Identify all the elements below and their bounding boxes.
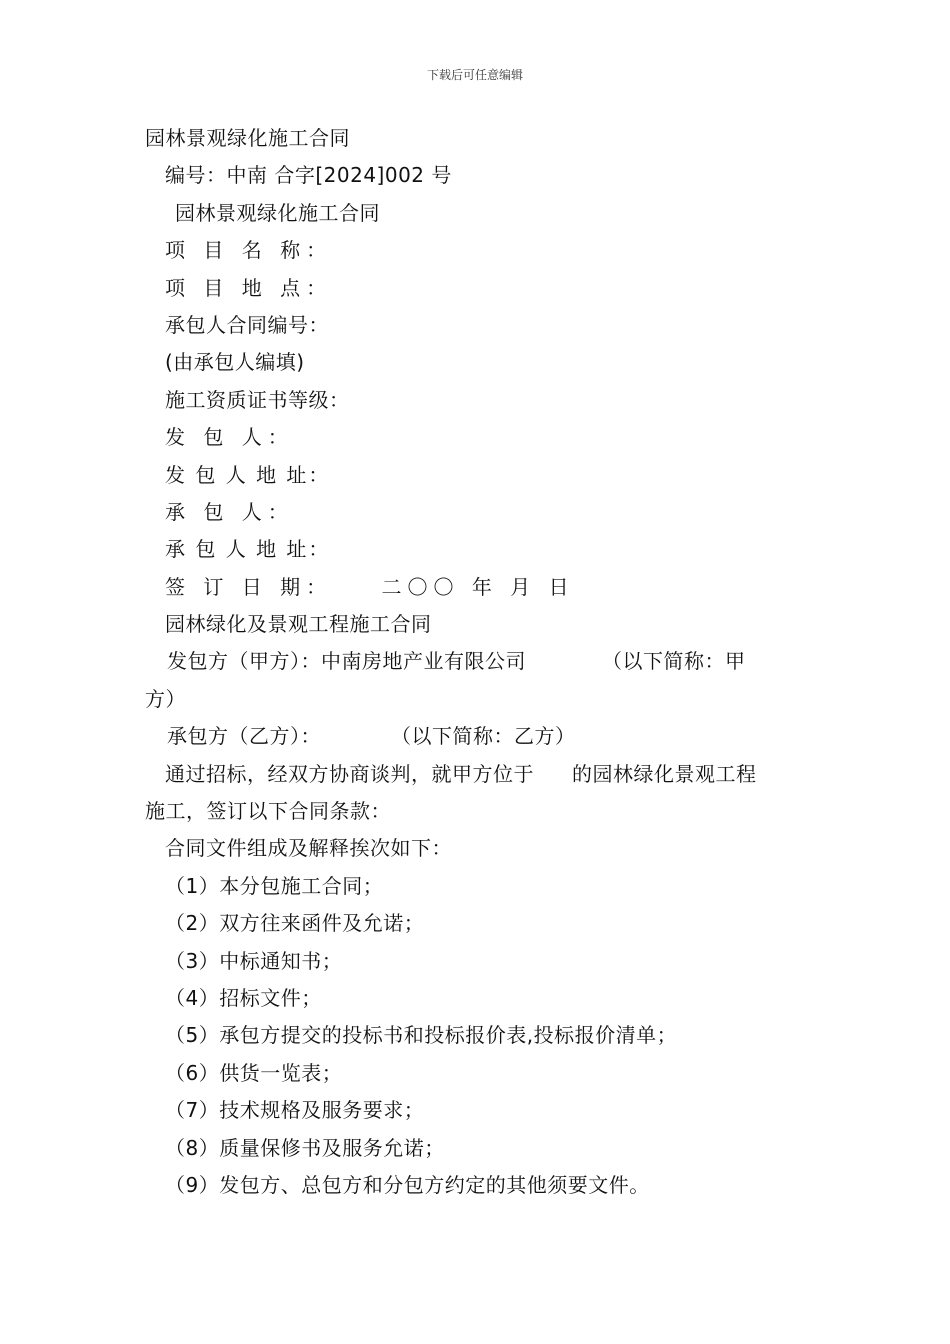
list-item: （4）招标文件； — [165, 985, 322, 1010]
cover-title: 园林景观绿化施工合同 — [175, 200, 380, 225]
list-item: （3）中标通知书； — [165, 948, 343, 973]
section-title: 园林绿化及景观工程施工合同 — [165, 612, 432, 637]
page-header: 下载后可任意编辑 — [426, 68, 523, 82]
document-body — [145, 120, 810, 1204]
intro-text-2: 的园林绿化景观工程 — [572, 761, 757, 786]
field-qualification: 施工资质证书等级： — [165, 387, 350, 412]
party-b-text: 承包方（乙方）： — [167, 724, 321, 749]
list-item: （1）本分包施工合同； — [165, 873, 384, 898]
field-contractor-address: 承 包 人 地 址： — [165, 537, 331, 562]
field-contractor-contract-no: 承包人合同编号： — [165, 312, 329, 337]
field-project-location: 项 目 地 点： — [165, 275, 333, 300]
party-a-line — [145, 643, 810, 680]
intro-text-3: 施工，签订以下合同条款： — [145, 799, 391, 824]
intro-line — [145, 756, 810, 793]
list-item: （9）发包方、总包方和分包方约定的其他须要文件。 — [165, 1172, 650, 1197]
list-item: （8）质量保修书及服务允诺； — [165, 1135, 445, 1160]
doc-order-heading: 合同文件组成及解释挨次如下： — [165, 836, 452, 861]
party-a-abbr: （以下简称：甲 — [602, 649, 746, 674]
party-a-abbr-end: 方） — [145, 686, 186, 711]
field-employer-address: 发 包 人 地 址： — [165, 462, 331, 487]
field-sign-date: 签 订 日 期： 二〇〇 年 月 日 — [165, 574, 575, 599]
party-b-line — [145, 718, 810, 755]
field-employer: 发 包 人： — [165, 425, 294, 450]
list-item: （7）技术规格及服务要求； — [165, 1098, 425, 1123]
list-item: （6）供货一览表； — [165, 1060, 343, 1085]
contract-number: 编号：中南 合字[2024]002 号 — [165, 163, 452, 188]
intro-text-1: 通过招标，经双方协商谈判，就甲方位于 — [165, 761, 534, 786]
field-project-name: 项 目 名 称： — [165, 238, 333, 263]
field-note: (由承包人编填) — [165, 350, 305, 375]
field-contractor: 承 包 人： — [165, 499, 294, 524]
list-item: （2）双方往来函件及允诺； — [165, 911, 425, 936]
party-a-text: 发包方（甲方）：中南房地产业有限公司 — [167, 649, 526, 674]
list-item: （5）承包方提交的投标书和投标报价表,投标报价清单； — [165, 1023, 678, 1048]
party-b-abbr: （以下简称：乙方） — [391, 724, 576, 749]
doc-title: 园林景观绿化施工合同 — [145, 126, 350, 150]
